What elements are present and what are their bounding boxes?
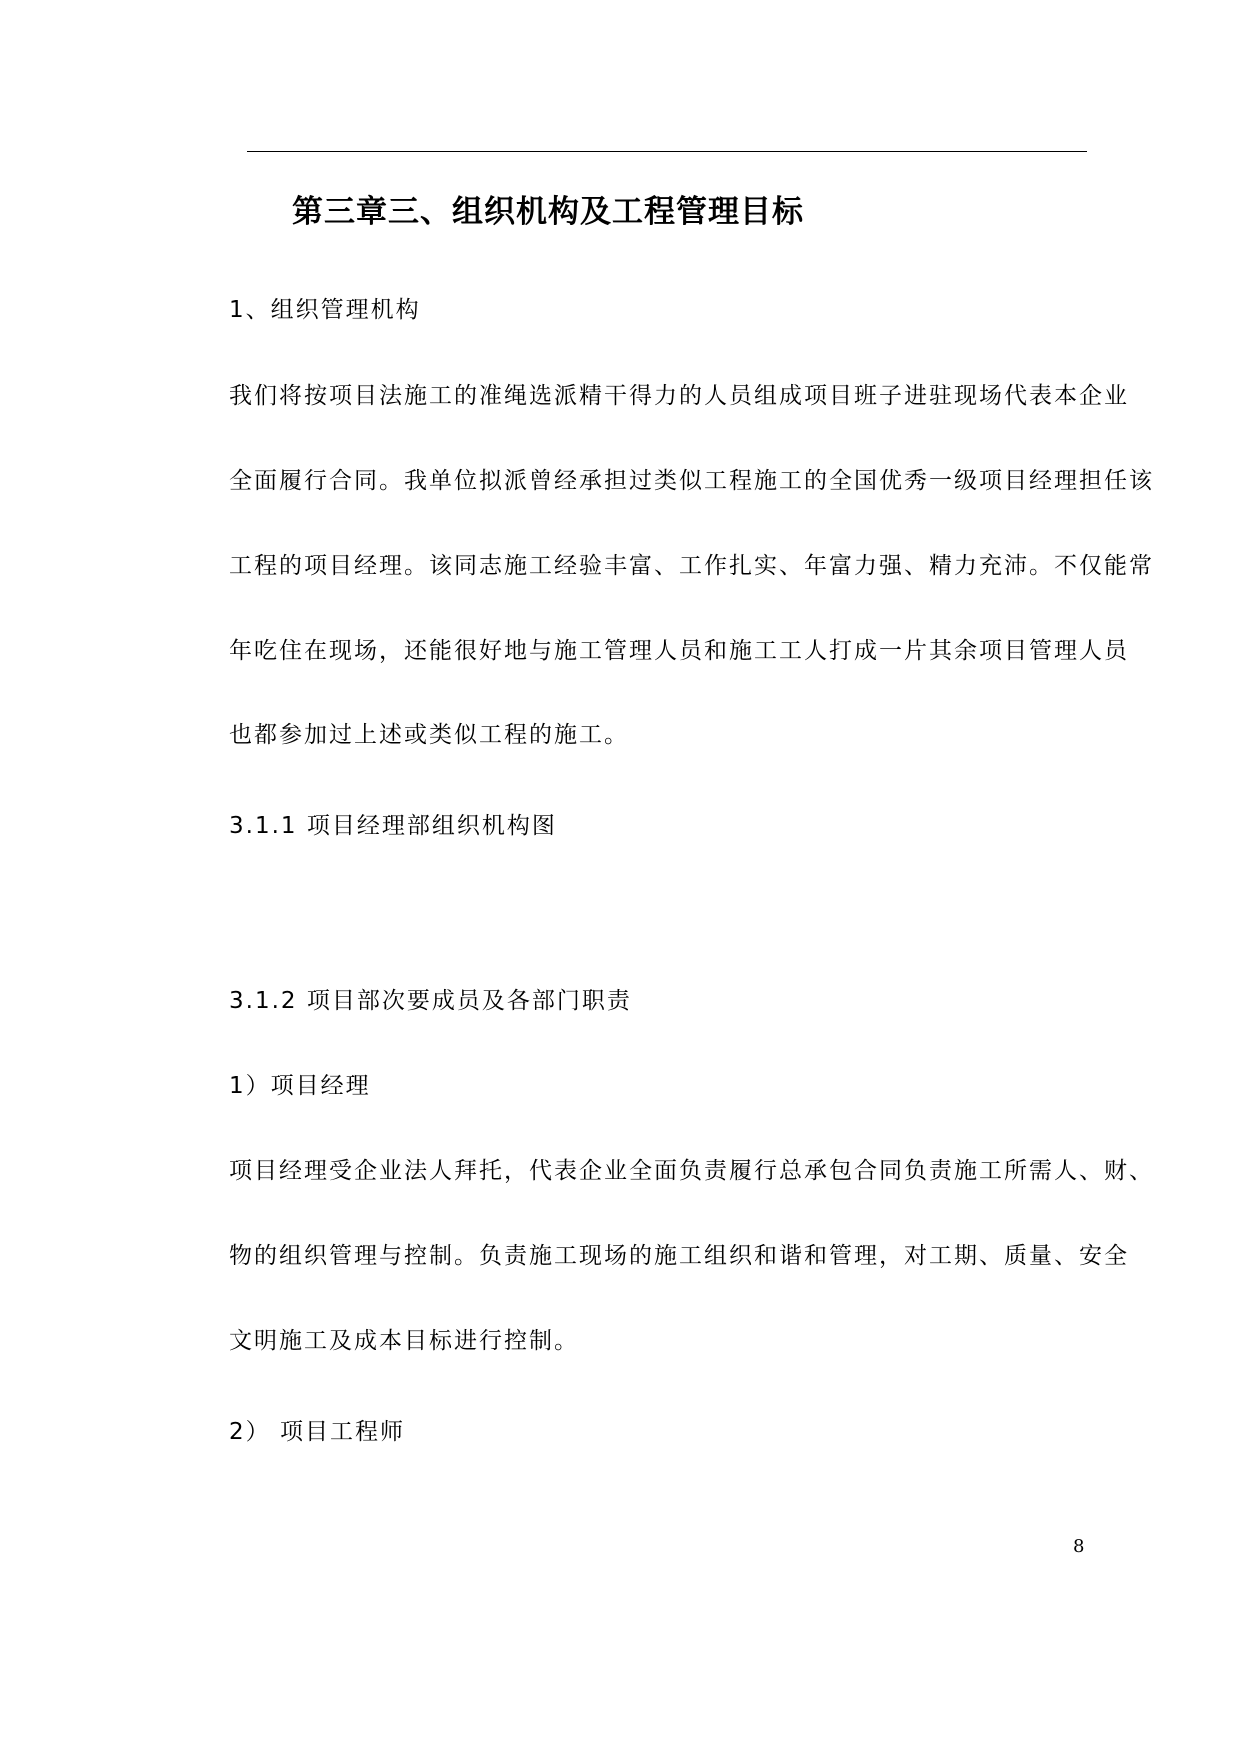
- subsection-heading-3-1-2: 3.1.2 项目部次要成员及各部门职责: [229, 988, 632, 1014]
- paragraph-1-line-2: 全面履行合同。我单位拟派曾经承担过类似工程施工的全国优秀一级项目经理担任该: [229, 468, 1154, 494]
- paragraph-1-line-3: 工程的项目经理。该同志施工经验丰富、工作扎实、年富力强、精力充沛。不仅能常: [229, 553, 1154, 579]
- paragraph-1-line-5: 也都参加过上述或类似工程的施工。: [229, 722, 629, 748]
- page-number: 8: [1073, 1536, 1085, 1557]
- subsection-heading-3-1-1: 3.1.1 项目经理部组织机构图: [229, 813, 557, 839]
- paragraph-1-line-1: 我们将按项目法施工的准绳选派精干得力的人员组成项目班子进驻现场代表本企业: [229, 383, 1129, 409]
- item-heading-project-manager: 1）项目经理: [229, 1073, 371, 1099]
- paragraph-2-line-1: 项目经理受企业法人拜托，代表企业全面负责履行总承包合同负责施工所需人、财、: [229, 1158, 1154, 1184]
- section-heading-1: 1、组织管理机构: [229, 297, 421, 323]
- header-rule: [247, 151, 1087, 152]
- paragraph-1-line-4: 年吃住在现场，还能很好地与施工管理人员和施工工人打成一片其余项目管理人员: [229, 638, 1129, 664]
- chapter-title: 第三章三、组织机构及工程管理目标: [292, 194, 804, 230]
- paragraph-2-line-2: 物的组织管理与控制。负责施工现场的施工组织和谐和管理，对工期、质量、安全: [229, 1243, 1129, 1269]
- item-heading-project-engineer: 2） 项目工程师: [229, 1419, 405, 1445]
- paragraph-2-line-3: 文明施工及成本目标进行控制。: [229, 1328, 579, 1354]
